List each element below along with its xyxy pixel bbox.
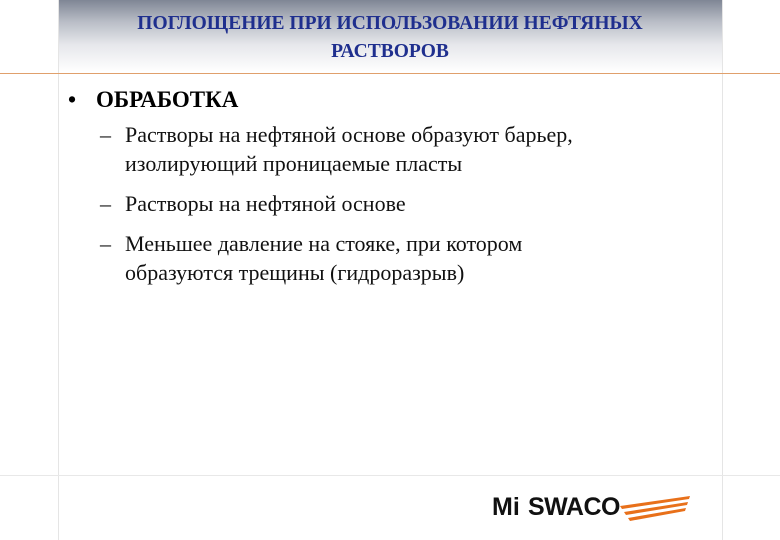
slide-body — [66, 84, 716, 298]
left-guide-line — [58, 0, 59, 540]
sub-item-line: образуются трещины (гидроразрыв) — [125, 260, 465, 285]
bottom-guide-line — [0, 475, 780, 476]
sub-item-line: изолирующий проницаемые пласты — [125, 151, 463, 176]
bullet-text: ОБРАБОТКА — [96, 87, 239, 112]
dash-marker: – — [100, 122, 111, 147]
sub-item-line: Меньшее давление на стояке, при котором — [125, 231, 523, 256]
slide-title-line: РАСТВОРОВ — [331, 41, 449, 62]
sub-item — [66, 229, 716, 287]
title-divider — [0, 73, 780, 74]
dash-marker: – — [100, 191, 111, 216]
right-guide-line — [722, 0, 723, 540]
sub-item-line: Растворы на нефтяной основе — [125, 191, 406, 216]
bullet-item — [66, 84, 716, 116]
slide-title — [58, 10, 722, 66]
logo-mi-text: Mi — [492, 493, 520, 521]
logo-swaco-text: SWACO — [528, 493, 620, 521]
mi-swaco-logo-icon — [492, 490, 692, 522]
bullet-marker: • — [68, 87, 77, 112]
sub-item-line: Растворы на нефтяной основе образуют барьер, — [125, 122, 573, 147]
sub-item — [66, 189, 716, 218]
dash-marker: – — [100, 231, 111, 256]
logo-swoosh-icon — [620, 496, 690, 521]
sub-item — [66, 120, 716, 178]
slide-title-line: ПОГЛОЩЕНИЕ ПРИ ИСПОЛЬЗОВАНИИ НЕФТЯНЫХ — [137, 13, 643, 34]
